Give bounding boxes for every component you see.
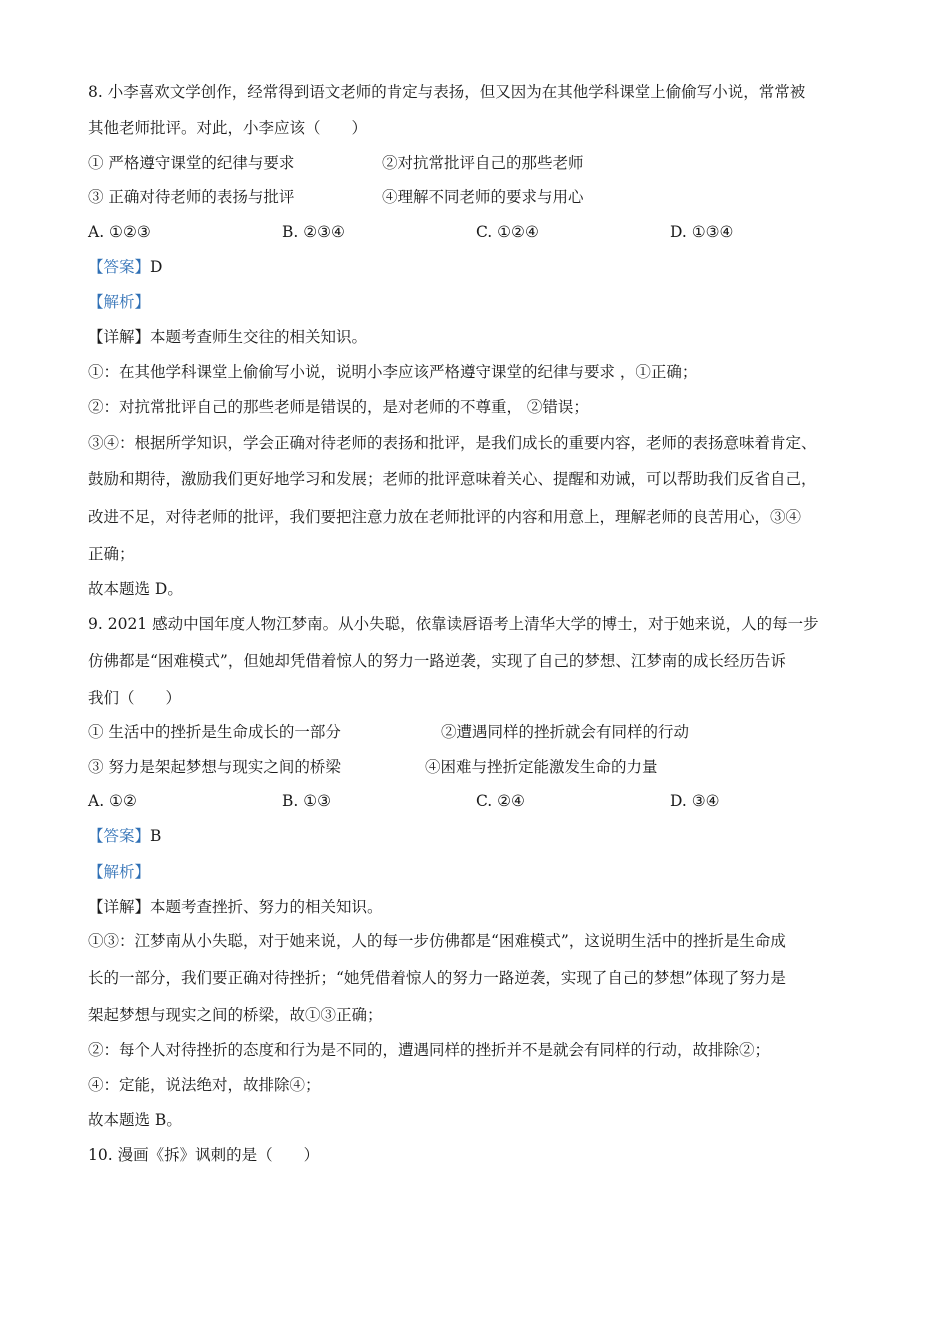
q9-stem-line-3: 我们（ ）	[88, 689, 182, 707]
q9-explain-1: ①③：江梦南从小失聪，对于她来说，人的每一步仿佛都是“困难模式”，这说明生活中的挫折是生命成	[88, 932, 786, 950]
q8-explain-4: 鼓励和期待，激励我们更好地学习和发展；老师的批评意味着关心、提醒和劝诫，可以帮助我们反省自己，	[88, 470, 817, 488]
q9-choice-d: D. ③④	[670, 792, 720, 810]
q9-detail	[88, 897, 383, 917]
q8-detail	[88, 327, 367, 347]
q8-statement-4: ④理解不同老师的要求与用心	[382, 188, 584, 206]
q8-explain-6: 正确；	[88, 545, 135, 563]
q9-explain-3: 架起梦想与现实之间的桥梁，故①③正确；	[88, 1006, 383, 1024]
q9-choice-a: A. ①②	[88, 792, 137, 810]
q9-choice-b: B. ①③	[282, 792, 332, 810]
q8-analysis-tag: 【解析】	[88, 293, 151, 311]
q8-statement-2: ②对抗常批评自己的那些老师	[382, 154, 584, 172]
q8-answer-tag: 【答案】	[88, 258, 151, 276]
q8-detail-text: 本题考查师生交往的相关知识。	[150, 328, 368, 346]
q9-answer-value: B	[150, 827, 162, 845]
q8-statement-1: ① 严格遵守课堂的纪律与要求	[88, 154, 295, 172]
q9-analysis-tag: 【解析】	[88, 863, 151, 881]
q9-conclusion: 故本题选 B。	[88, 1111, 182, 1129]
q9-explain-4: ②：每个人对待挫折的态度和行为是不同的，遭遇同样的挫折并不是就会有同样的行动，故排除②；	[88, 1041, 771, 1059]
q8-choice-a: A. ①②③	[88, 223, 151, 241]
q8-choice-b: B. ②③④	[282, 223, 345, 241]
q9-explain-2: 长的一部分，我们要正确对待挫折；“她凭借着惊人的努力一路逆袭，实现了自己的梦想”体现了努力是	[88, 969, 786, 987]
q9-answer	[88, 826, 161, 846]
q10-stem-line-1: 10. 漫画《拆》讽刺的是（ ）	[88, 1146, 320, 1164]
q8-detail-tag: 【详解】	[88, 328, 151, 346]
q9-statement-4: ④困难与挫折定能激发生命的力量	[425, 758, 658, 776]
q8-answer-value: D	[150, 258, 163, 276]
q9-detail-text: 本题考查挫折、努力的相关知识。	[150, 898, 383, 916]
q9-stem-line-2: 仿佛都是“困难模式”，但她却凭借着惊人的努力一路逆袭，实现了自己的梦想、江梦南的成长经历告诉	[88, 652, 786, 670]
q8-stem-line-2: 其他老师批评。对此，小李应该（ ）	[88, 119, 368, 137]
q8-explain-5: 改进不足，对待老师的批评，我们要把注意力放在老师批评的内容和用意上，理解老师的良苦用心，③④	[88, 508, 802, 526]
q8-explain-2: ②：对抗常批评自己的那些老师是错误的，是对老师的不尊重， ②错误；	[88, 398, 589, 416]
q9-statement-1: ① 生活中的挫折是生命成长的一部分	[88, 723, 341, 741]
q9-statement-3: ③ 努力是架起梦想与现实之间的桥梁	[88, 758, 341, 776]
q8-conclusion: 故本题选 D。	[88, 580, 183, 598]
q8-stem-line-1: 8. 小李喜欢文学创作，经常得到语文老师的肯定与表扬，但又因为在其他学科课堂上偷偷写小说，常常被	[88, 83, 806, 101]
q8-explain-1: ①：在其他学科课堂上偷偷写小说，说明小李应该严格遵守课堂的纪律与要求 ，①正确；	[88, 363, 698, 381]
q9-detail-tag: 【详解】	[88, 898, 151, 916]
q9-answer-tag: 【答案】	[88, 827, 151, 845]
q8-choice-d: D. ①③④	[670, 223, 734, 241]
q8-explain-3: ③④：根据所学知识，学会正确对待老师的表扬和批评，是我们成长的重要内容，老师的表扬意味着肯定、	[88, 434, 817, 452]
q9-statement-2: ②遭遇同样的挫折就会有同样的行动	[441, 723, 690, 741]
q9-stem-line-1: 9. 2021 感动中国年度人物江梦南。从小失聪，依靠读唇语考上清华大学的博士，对于她来说，人的每一步	[88, 615, 819, 633]
q9-explain-5: ④：定能，说法绝对，故排除④；	[88, 1076, 321, 1094]
q9-choice-c: C. ②④	[476, 792, 525, 810]
q8-statement-3: ③ 正确对待老师的表扬与批评	[88, 188, 295, 206]
q8-answer	[88, 257, 162, 277]
q8-choice-c: C. ①②④	[476, 223, 539, 241]
